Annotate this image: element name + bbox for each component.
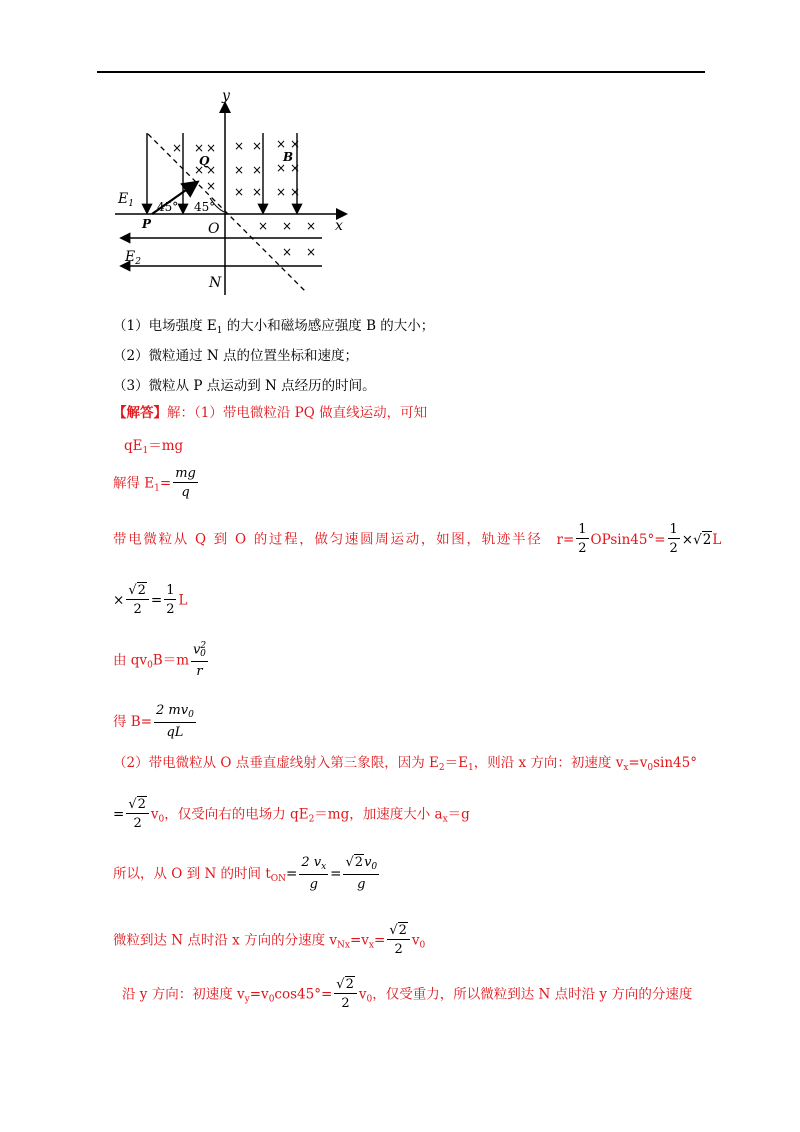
b-field-cross: × [276,137,287,151]
vnx-line: 微粒到达 N 点时沿 x 方向的分速度 $v_{Nx}=v_x=$ $\frac{√2}{2}$ $v_0$ [113,923,426,957]
header-rule [97,71,705,73]
eq-solve-e1: 解得 $E_1=$ $\frac{mg}{q}$ [113,466,196,500]
b-field-cross: × [282,245,293,259]
eq-b-result: 得 B= $\frac{2 mv_0}{qL}$ [113,703,194,740]
b-field-cross: × [252,163,263,177]
b-label: B [283,150,294,164]
field-diagram [110,90,360,305]
b-field-cross: × [252,185,263,199]
part2-intro: （2）带电微粒从 O 点垂直虚线射入第三象限，因为 $E_2=E_1$，则沿 x 方向：初速度 $v_x=v_0\sin 45^\circ$ [113,755,697,773]
b-field-cross: × [306,219,317,233]
eq-force-balance: $qE_1=mg$ [124,438,184,456]
b-field-cross: × [282,219,293,233]
e2-label: $E_2$ [125,249,141,267]
circle-radius-line: 带电微粒从 Q 到 O 的过程，做匀速圆周运动，如图，轨迹半径 r= $\frac{1}{2}$ OPsin45°= $\frac{1}{2}$ ×√2L [113,522,722,556]
question-1: （1）电场强度 $E_1$ 的大小和磁场感应强度 B 的大小； [113,318,435,336]
b-field-cross: × [258,219,269,233]
b-field-cross: × [276,185,287,199]
part2-accel: = $\frac{√2}{2}$ $v_0$，仅受向右的电场力 $qE_2=mg$，加速度大小 $a_x=g$ [113,797,470,831]
b-field-cross: × [206,163,217,177]
b-field-cross: × [234,139,245,153]
b-field-cross: × [206,179,217,193]
answer-tag: 【解答】 [113,405,167,421]
angle-label-2: 45° [194,200,216,214]
b-field-cross: × [306,245,317,259]
b-field-cross: × [252,139,263,153]
b-field-cross: × [290,161,301,175]
question-3: （3）微粒从 P 点运动到 N 点经历的时间。 [113,378,376,394]
b-field-cross: × [206,141,217,155]
o-label: O [208,221,220,237]
p-label: P [142,217,152,231]
b-field-cross: × [290,137,301,151]
time-on: 所以，从 O 到 N 的时间 $t_{ON}=$ $\frac{2 v_x}{g}$ = $\frac{√2v_0}{g}$ [113,855,378,892]
b-field-cross: × [194,163,205,177]
radius-result: × $\frac{√2}{2}$ = $\frac{1}{2}$ L [113,583,188,617]
b-field-cross: × [276,161,287,175]
e1-label: $E_1$ [118,191,134,209]
b-field-cross: × [184,179,195,193]
x-axis-label: x [335,218,343,234]
b-field-cross: × [290,185,301,199]
b-field-cross: × [234,185,245,199]
b-field-cross: × [194,141,205,155]
b-field-cross: × [172,141,183,155]
q-label: Q [199,154,210,168]
angle-label-1: 45° [157,200,179,214]
answer-intro: 【解答】解：（1）带电微粒沿 PQ 做直线运动，可知 [113,405,428,421]
y-axis-label: y [222,90,230,104]
b-field-cross: × [234,163,245,177]
n-label: N [209,275,222,291]
vy-line: 沿 y 方向：初速度 $v_y=v_0\cos 45^\circ=$ $\frac{√2}{2}$ $v_0$，仅受重力，所以微粒到达 N 点时沿 y 方向的分速度 [122,977,693,1011]
question-2: （2）微粒通过 N 点的位置坐标和速度； [113,348,358,364]
eq-lorentz: 由 $qv_0B=m$ $\frac{v^2_0}{r}$ [113,641,207,680]
